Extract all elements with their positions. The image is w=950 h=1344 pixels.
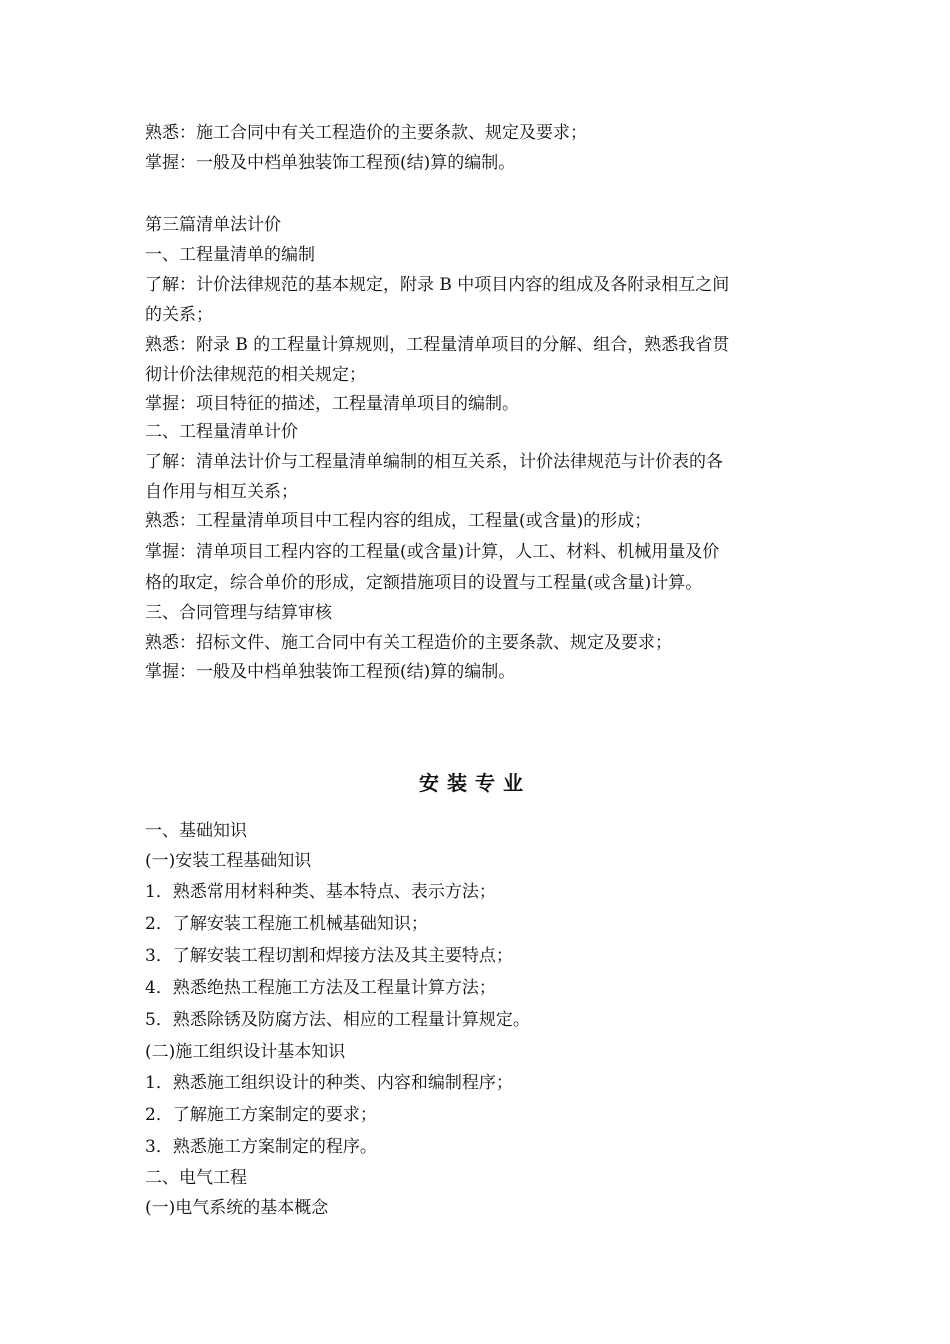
text-line: 2．了解安装工程施工机械基础知识； [145,914,428,934]
text-line: (二)施工组织设计基本知识 [145,1042,346,1062]
text-line: 一、基础知识 [145,821,247,841]
text-line: 3．了解安装工程切割和焊接方法及其主要特点； [145,946,513,966]
text-line: 掌握：一般及中档单独装饰工程预(结)算的编制。 [145,153,516,173]
part-heading: 第三篇清单法计价 [145,215,281,235]
text-line: 二、工程量清单计价 [145,422,298,442]
text-line: 一、工程量清单的编制 [145,245,315,265]
text-line: 掌握：项目特征的描述，工程量清单项目的编制。 [145,394,519,414]
text-line: 1．熟悉施工组织设计的种类、内容和编制程序； [145,1073,513,1093]
text-line: 自作用与相互关系； [145,482,298,502]
text-line: (一)电气系统的基本概念 [145,1198,329,1218]
text-line: 掌握：一般及中档单独装饰工程预(结)算的编制。 [145,662,516,682]
text-line: 3．熟悉施工方案制定的程序。 [145,1137,377,1157]
text-line: 了解：清单法计价与工程量清单编制的相互关系，计价法律规范与计价表的各 [145,452,723,472]
text-line: 5．熟悉除锈及防腐方法、相应的工程量计算规定。 [145,1010,530,1030]
text-line: 4．熟悉绝热工程施工方法及工程量计算方法； [145,978,496,998]
text-line: 彻计价法律规范的相关规定； [145,365,366,385]
text-line: 2．了解施工方案制定的要求； [145,1105,377,1125]
text-line: 掌握：清单项目工程内容的工程量(或含量)计算，人工、材料、机械用量及价 [145,542,720,562]
text-line: (一)安装工程基础知识 [145,851,312,871]
text-line: 熟悉：招标文件、施工合同中有关工程造价的主要条款、规定及要求； [145,633,672,653]
text-line: 三、合同管理与结算审核 [145,603,332,623]
section-title: 安装专业 [419,771,531,795]
text-line: 熟悉：附录 B 的工程量计算规则，工程量清单项目的分解、组合，熟悉我省贯 [145,335,730,355]
text-line: 了解：计价法律规范的基本规定，附录 B 中项目内容的组成及各附录相互之间 [145,275,730,295]
text-line: 1．熟悉常用材料种类、基本特点、表示方法； [145,882,496,902]
text-line: 格的取定，综合单价的形成，定额措施项目的设置与工程量(或含量)计算。 [145,573,703,593]
text-line: 熟悉：工程量清单项目中工程内容的组成，工程量(或含量)的形成； [145,511,652,531]
text-line: 二、电气工程 [145,1168,247,1188]
text-line: 的关系； [145,305,213,325]
text-line: 熟悉：施工合同中有关工程造价的主要条款、规定及要求； [145,123,587,143]
